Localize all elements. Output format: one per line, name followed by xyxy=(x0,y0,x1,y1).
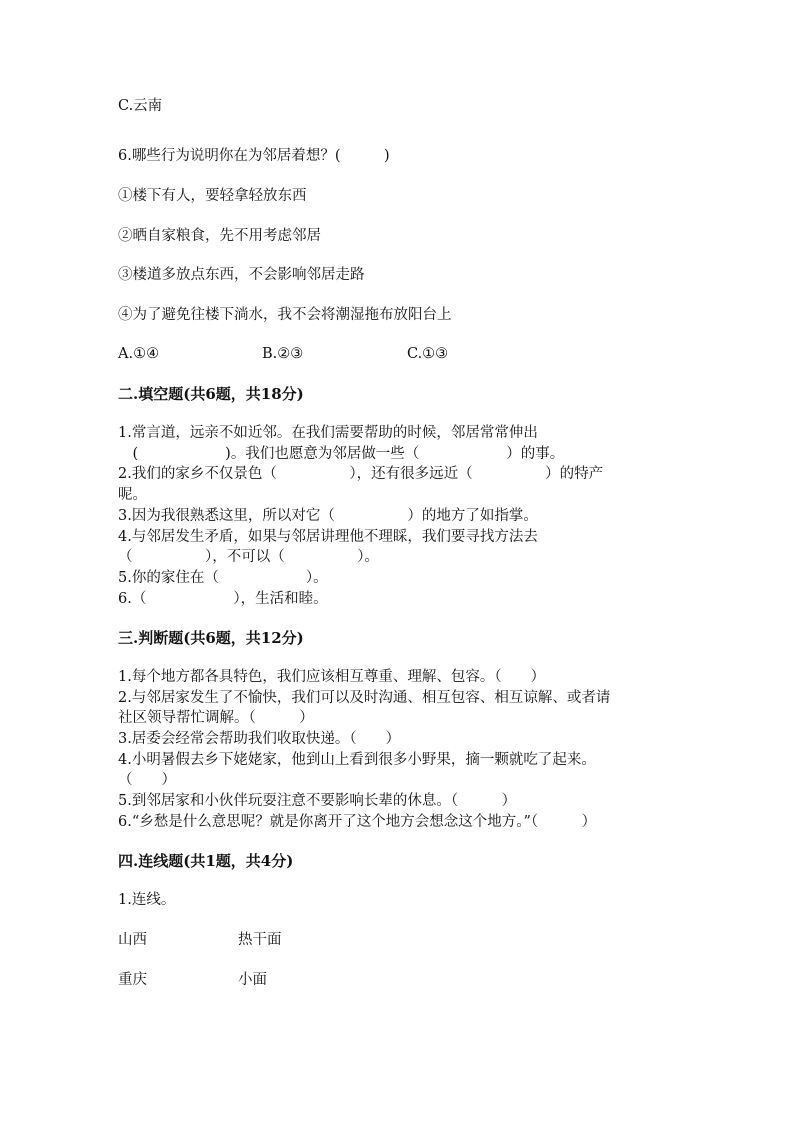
section2-line: 4.与邻居发生矛盾，如果与邻居讲理他不理睬，我们要寻找方法去 xyxy=(118,529,538,545)
section3-line: 3.居委会经常会帮助我们收取快递。（ ） xyxy=(118,731,401,747)
q6-question: 6.哪些行为说明你在为邻居着想？( ) xyxy=(118,148,390,164)
match-right-item: 小面 xyxy=(238,972,267,988)
q6-option-b: B.②③ xyxy=(262,346,304,362)
q6-statement-4: ④为了避免往楼下淌水，我不会将潮湿拖布放阳台上 xyxy=(118,307,452,323)
q6-statement-2: ②晒自家粮食，先不用考虑邻居 xyxy=(118,228,321,244)
section2-line: 3.因为我很熟悉这里，所以对它（ ）的地方了如指掌。 xyxy=(118,508,538,524)
section2-line: （ ），不可以（ ）。 xyxy=(118,549,379,565)
section2-line: 1.常言道，远亲不如近邻。在我们需要帮助的时候，邻居常常伸出 xyxy=(118,425,538,441)
section4-question: 1.连线。 xyxy=(118,892,176,908)
section2-heading: 二.填空题(共6题，共18分) xyxy=(118,385,304,403)
q5-option-c: C.云南 xyxy=(118,98,163,114)
section4-heading: 四.连线题(共1题，共4分) xyxy=(118,852,294,870)
q6-statement-3: ③楼道多放点东西，不会影响邻居走路 xyxy=(118,267,365,283)
q6-option-a: A.①④ xyxy=(118,346,160,362)
section3-line: 2.与邻居家发生了不愉快，我们可以及时沟通、相互包容、相互谅解、或者请 xyxy=(118,690,611,706)
section3-line: 6.“乡愁是什么意思呢？就是你离开了这个地方会想念这个地方。”（ ） xyxy=(118,814,597,830)
q6-option-c: C.①③ xyxy=(407,346,449,362)
section3-line: 5.到邻居家和小伙伴玩耍注意不要影响长辈的休息。（ ） xyxy=(118,793,517,809)
section3-line: （ ） xyxy=(118,772,176,788)
section2-line: 5.你的家住在（ ）。 xyxy=(118,570,328,586)
section3-line: 1.每个地方都各具特色，我们应该相互尊重、理解、包容。（ ） xyxy=(118,669,546,685)
section3-heading: 三.判断题(共6题，共12分) xyxy=(118,629,304,647)
section2-line: 6.（ ），生活和睦。 xyxy=(118,591,328,607)
section3-line: 4.小明暑假去乡下姥姥家，他到山上看到很多小野果，摘一颗就吃了起来。 xyxy=(118,752,596,768)
section2-line: 呢。 xyxy=(118,487,147,503)
match-left-item: 山西 xyxy=(118,932,147,948)
section2-line: 2.我们的家乡不仅景色（ ），还有很多远近（ ）的特产 xyxy=(118,466,604,482)
section2-line: ( )。我们也愿意为邻居做一些（ ）的事。 xyxy=(118,446,565,462)
match-left-item: 重庆 xyxy=(118,972,147,988)
q6-statement-1: ①楼下有人，要轻拿轻放东西 xyxy=(118,188,307,204)
match-right-item: 热干面 xyxy=(238,932,282,948)
section3-line: 社区领导帮忙调解。（ ） xyxy=(118,710,314,726)
